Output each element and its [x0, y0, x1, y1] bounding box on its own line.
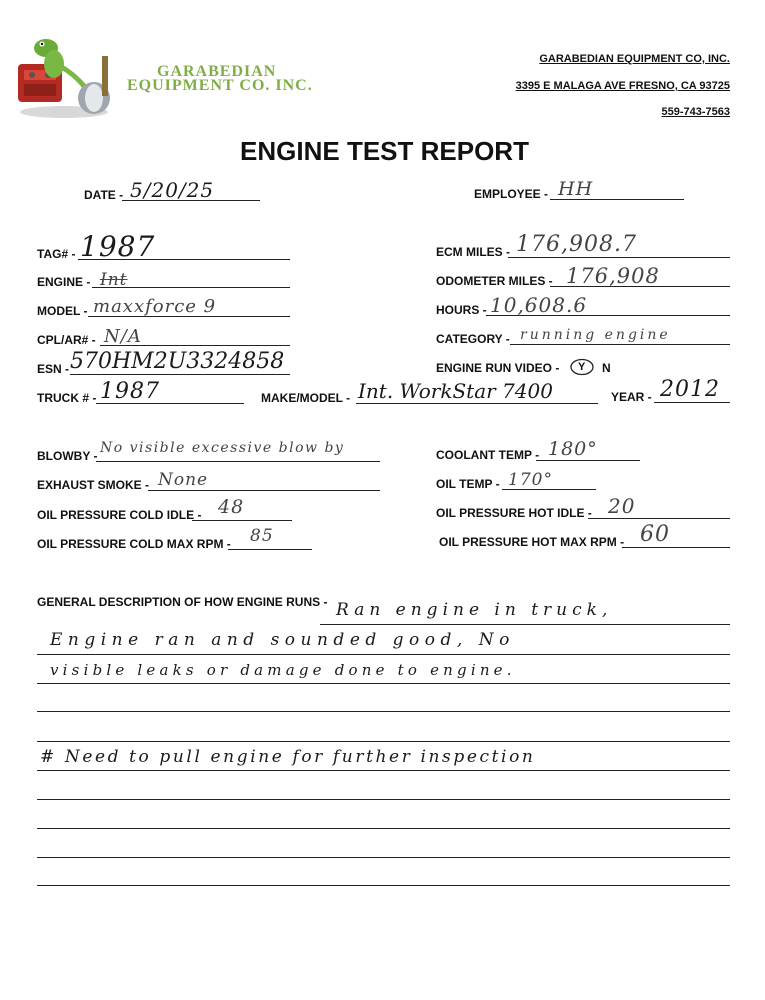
exhaust-smoke-value[interactable]: None [158, 470, 209, 490]
employee-label: EMPLOYEE - [474, 187, 549, 201]
oil-temp-value[interactable]: 170° [508, 470, 553, 490]
description-line [37, 885, 730, 886]
make-model-label: MAKE/MODEL - [261, 391, 351, 405]
blowby-value[interactable]: No visible excessive blow by [100, 440, 345, 456]
date-label: DATE - [84, 188, 124, 202]
video-yes-option[interactable]: Y [569, 358, 595, 376]
category-line [510, 344, 730, 345]
hours-label: HOURS - [436, 303, 487, 317]
oil-pressure-hot-max-value[interactable]: 60 [640, 522, 670, 547]
oil-pressure-cold-idle-line [192, 520, 292, 521]
employee-value[interactable]: HH [558, 178, 594, 200]
exhaust-smoke-line [148, 490, 380, 491]
year-value[interactable]: 2012 [660, 377, 720, 402]
cpl-value[interactable]: N/A [104, 326, 142, 347]
coolant-temp-label: COOLANT TEMP - [436, 448, 540, 462]
category-label: CATEGORY - [436, 332, 510, 346]
oil-pressure-cold-max-line [228, 549, 312, 550]
exhaust-smoke-label: EXHAUST SMOKE - [37, 478, 150, 492]
engine-value[interactable]: Int [100, 270, 128, 290]
oil-pressure-cold-max-value[interactable]: 85 [250, 526, 274, 546]
date-value[interactable]: 5/20/25 [130, 178, 215, 202]
year-line [654, 402, 730, 403]
oil-pressure-hot-idle-value[interactable]: 20 [608, 494, 636, 518]
truck-label: TRUCK # - [37, 391, 97, 405]
report-title: ENGINE TEST REPORT [240, 136, 529, 166]
brand-name-line2: EQUIPMENT CO. INC. [127, 77, 313, 94]
esn-value[interactable]: 570HM2U3324858 [70, 349, 285, 374]
ecm-miles-line [508, 257, 730, 258]
cpl-label: CPL/AR# - [37, 333, 96, 347]
esn-line [70, 374, 290, 375]
oil-pressure-cold-idle-value[interactable]: 48 [218, 496, 245, 518]
company-address: 3395 E MALAGA AVE FRESNO, CA 93725 [515, 80, 730, 92]
video-no-option[interactable]: N [602, 361, 611, 375]
model-label: MODEL - [37, 304, 88, 318]
model-value[interactable]: maxxforce 9 [93, 296, 217, 317]
description-text: # Need to pull engine for further inspection [40, 747, 536, 767]
make-model-value[interactable]: Int. WorkStar 7400 [358, 379, 553, 403]
esn-label: ESN - [37, 362, 70, 376]
description-line [320, 624, 730, 625]
truck-value[interactable]: 1987 [100, 379, 160, 404]
ecm-miles-label: ECM MILES - [436, 245, 510, 259]
hours-value[interactable]: 10,608.6 [490, 293, 588, 317]
description-line [37, 770, 730, 771]
odometer-label: ODOMETER MILES - [436, 274, 553, 288]
year-label: YEAR - [611, 390, 652, 404]
description-line [37, 683, 730, 684]
oil-pressure-hot-max-line [622, 547, 730, 548]
oil-pressure-cold-max-label: OIL PRESSURE COLD MAX RPM - [37, 537, 231, 551]
description-text: visible leaks or damage done to engine. [50, 661, 516, 679]
description-line [37, 828, 730, 829]
general-description-label: GENERAL DESCRIPTION OF HOW ENGINE RUNS - [37, 595, 328, 609]
video-label: ENGINE RUN VIDEO - [436, 361, 560, 375]
oil-pressure-hot-idle-label: OIL PRESSURE HOT IDLE - [436, 506, 592, 520]
ecm-miles-value[interactable]: 176,908.7 [516, 232, 637, 257]
oil-pressure-hot-max-label: OIL PRESSURE HOT MAX RPM - [439, 535, 625, 549]
description-line [37, 741, 730, 742]
blowby-label: BLOWBY - [37, 449, 98, 463]
company-name: GARABEDIAN EQUIPMENT CO, INC. [539, 53, 730, 65]
description-line [37, 799, 730, 800]
category-value[interactable]: running engine [520, 327, 671, 343]
description-line [37, 654, 730, 655]
oil-pressure-cold-idle-label: OIL PRESSURE COLD IDLE - [37, 508, 202, 522]
tag-value[interactable]: 1987 [80, 230, 156, 263]
coolant-temp-value[interactable]: 180° [548, 438, 598, 460]
blowby-line [96, 461, 380, 462]
brand-name-line1: GARABEDIAN [157, 63, 277, 80]
engine-label: ENGINE - [37, 275, 91, 289]
company-phone: 559-743-7563 [661, 106, 730, 118]
description-text: Engine ran and sounded good, No [50, 630, 515, 650]
make-model-line [356, 403, 598, 404]
description-text: Ran engine in truck, [336, 600, 613, 620]
odometer-value[interactable]: 176,908 [566, 264, 660, 288]
oil-temp-label: OIL TEMP - [436, 477, 500, 491]
tag-label: TAG# - [37, 247, 76, 261]
description-line [37, 711, 730, 712]
gator-engine-logo-icon [14, 34, 114, 120]
coolant-temp-line [536, 460, 640, 461]
oil-pressure-hot-idle-line [588, 518, 730, 519]
description-line [37, 857, 730, 858]
company-logo [14, 34, 114, 120]
